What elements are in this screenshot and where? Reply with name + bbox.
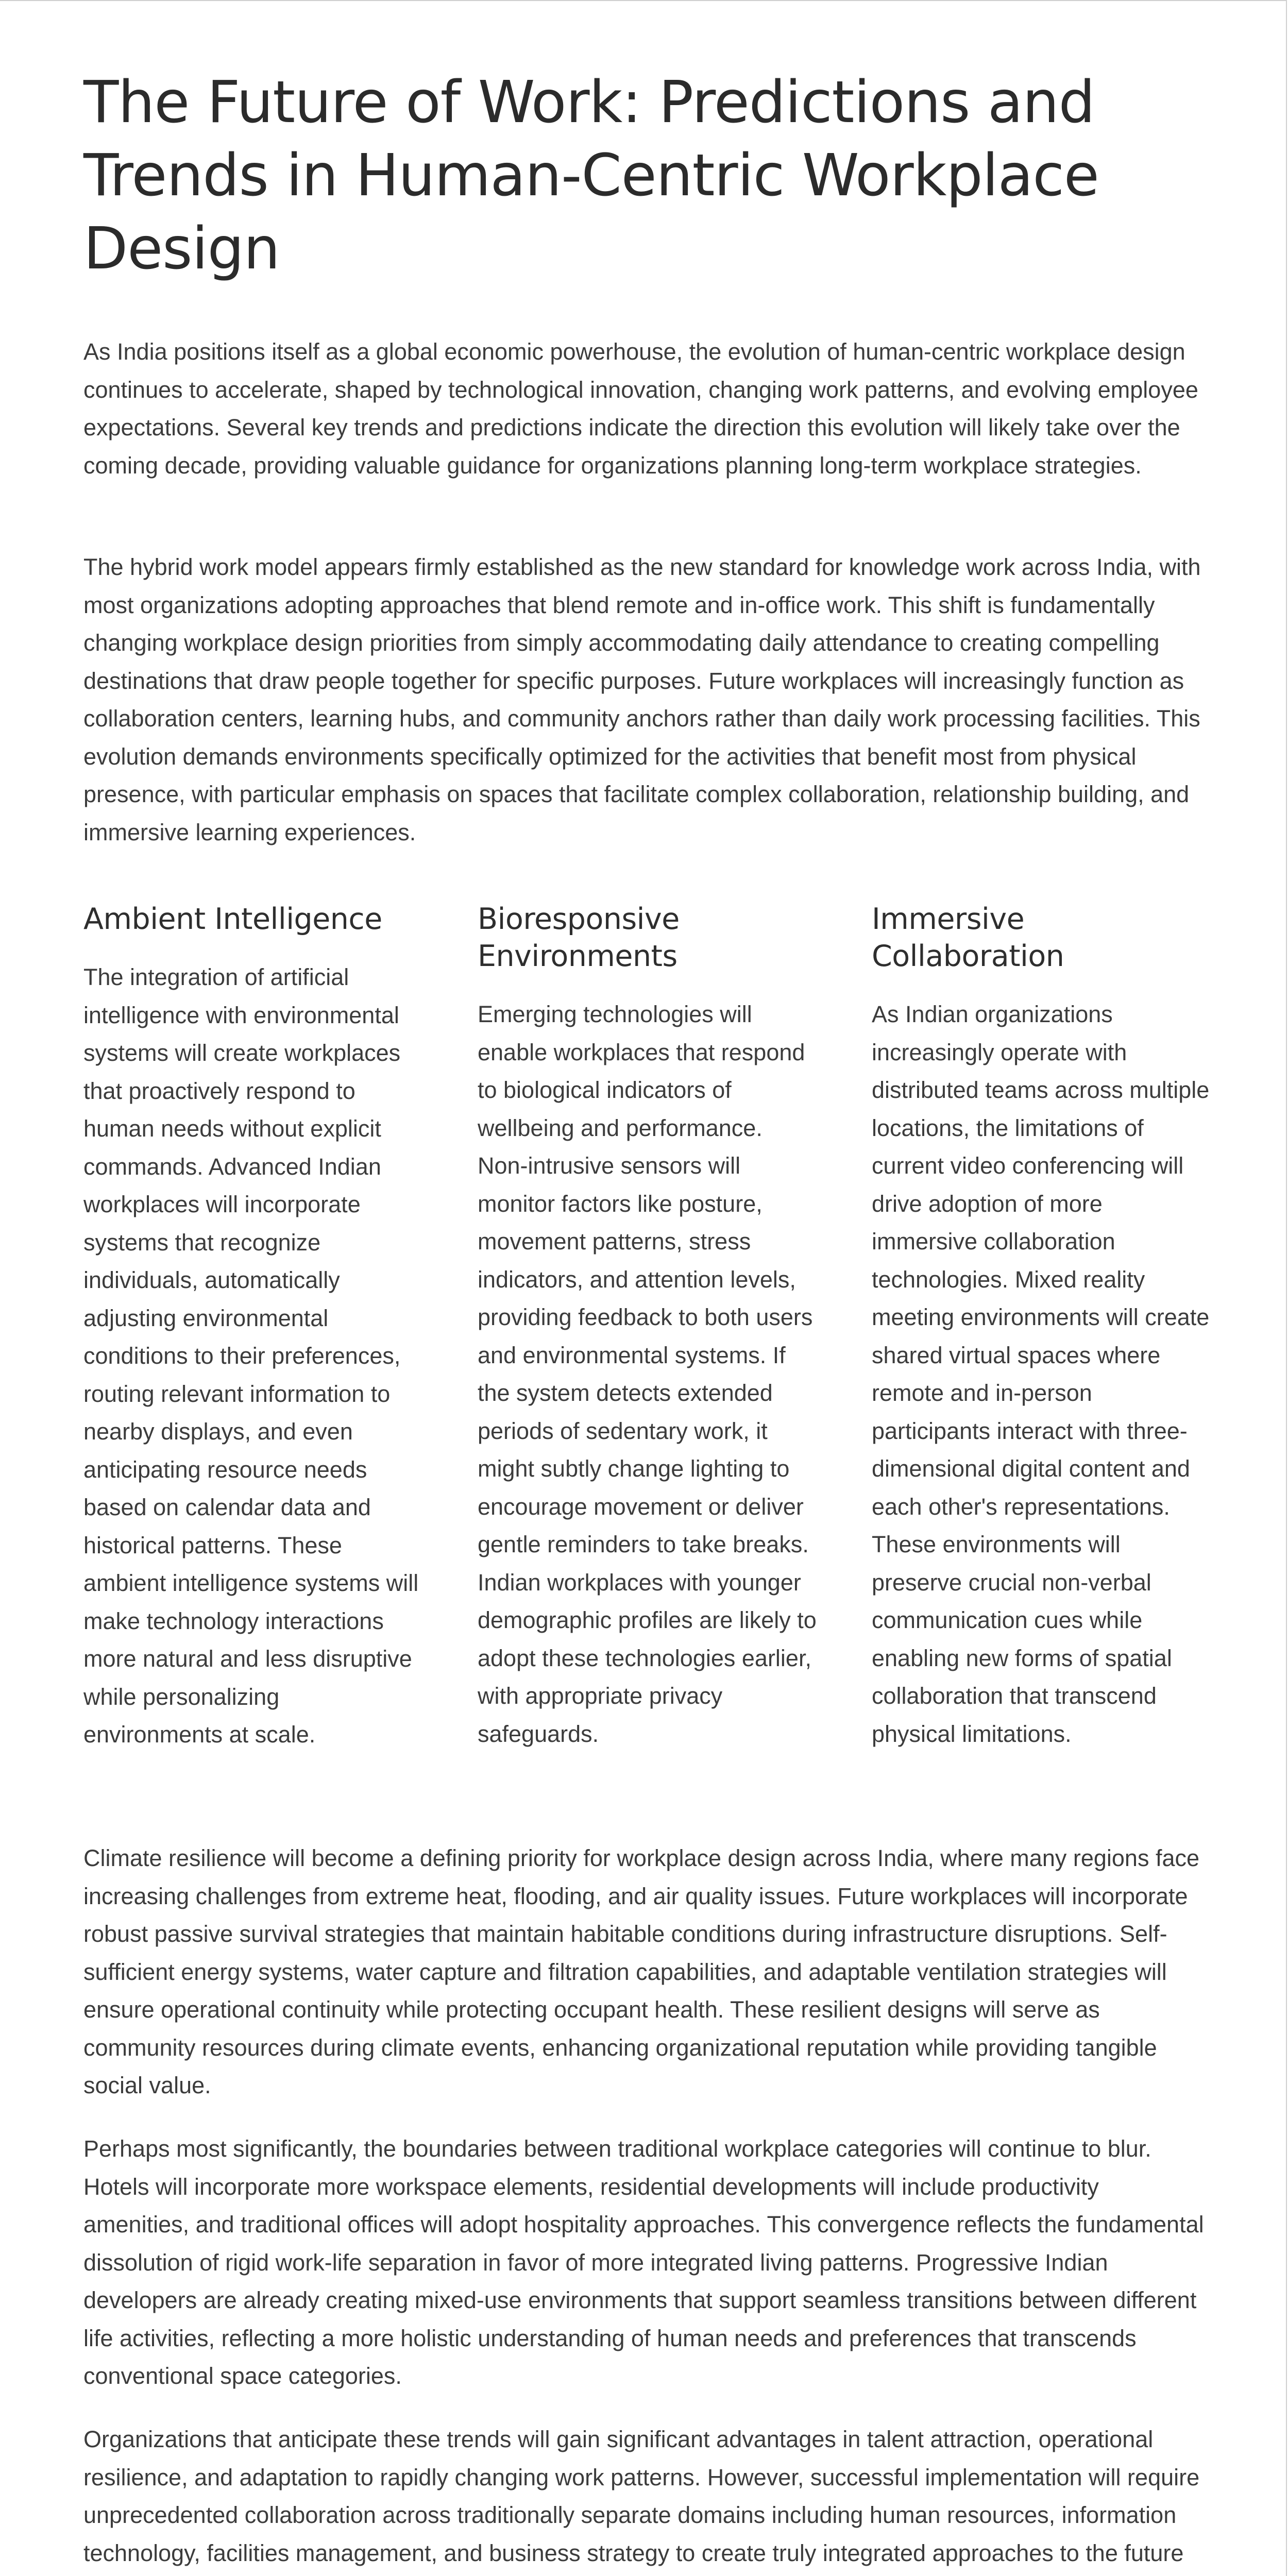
column-text: Emerging technologies will enable workplaces that respond to biological indicators of wellbeing and performance. Non-intrusive sensors will monitor factors like posture, movement patterns, stress indicators, and attention levels, providing feedback to both users and environmental systems. If the system detects extended periods of sedentary work, it might subtly change lighting to encourage movement or deliver gentle reminders to take breaks. Indian workplaces with younger demographic profiles are likely to adopt these technologies earlier, with appropriate privacy safeguards. [478, 1001, 817, 1747]
column-heading: Ambient Intelligence [83, 902, 382, 936]
column-text: The integration of artificial intelligence with environmental systems will create workplaces that proactively respond to human needs without explicit commands. Advanced Indian workplaces will incorporate systems that recognize individuals, automatically adjusting environmental conditions to their preferences, routing relevant information to nearby displays, and even anticipating resource needs based on calendar data and historical patterns. These ambient intelligence systems will make technology interactions more natural and less disruptive while personalizing environments at scale. [83, 964, 419, 1748]
column-immersive-collaboration [872, 901, 1212, 1753]
intro-paragraph-2: The hybrid work model appears firmly established as the new standard for knowledge work across India, with most organizations adopting approaches that blend remote and in-office work. This shift is fundamentally changing workplace design priorities from simply accommodating daily attendance to creating compelling destinations that draw people together for specific purposes. Future workplaces will increasingly function as collaboration centers, learning hubs, and community anchors rather than daily work processing facilities. This evolution demands environments specifically optimized for the activities that benefit most from physical presence, with particular emphasis on spaces that facilitate complex collaboration, relationship building, and immersive learning experiences. [83, 554, 1201, 845]
column-heading: Immersive Collaboration [872, 902, 1064, 973]
column-text: As Indian organizations increasingly operate with distributed teams across multiple locations, the limitations of current video conferencing will drive adoption of more immersive collaboration technologies. Mixed reality meeting environments will create shared virtual spaces where remote and in-person participants interact with three-dimensional digital content and each other's representations. These environments will preserve crucial non-verbal communication cues while enabling new forms of spatial collaboration that transcend physical limitations. [872, 1001, 1210, 1747]
closing-paragraph-3: Organizations that anticipate these trends will gain significant advantages in talent attraction, operational resilience, and adaptation to rapidly changing work patterns. However, successful implementation will require unprecedented collaboration across traditionally separate domains including human resources, information technology, facilities management, and business strategy to create truly integrated approaches to the future [83, 2426, 1200, 2566]
closing-paragraph-2: Perhaps most significantly, the boundaries between traditional workplace categories will continue to blur. Hotels will incorporate more workspace elements, residential developments will include productivity amenities, and traditional offices will adopt hospitality approaches. This convergence reflects the fundamental dissolution of rigid work-life separation in favor of more integrated living patterns. Progressive Indian developers are already creating mixed-use environments that support seamless transitions between different life activities, reflecting a more holistic understanding of human needs and preferences that transcends conventional space categories. [83, 2136, 1204, 2389]
closing-paragraph-1: Climate resilience will become a defining priority for workplace design across India, where many regions face increasing challenges from extreme heat, flooding, and air quality issues. Future workplaces will incorporate robust passive survival strategies that maintain habitable conditions during infrastructure disruptions. Self-sufficient energy systems, water capture and filtration capabilities, and adaptable ventilation strategies will ensure operational continuity while protecting occupant health. These resilient designs will serve as community resources during climate events, enhancing organizational reputation while providing tangible social value. [83, 1845, 1199, 2098]
intro-paragraph-1: As India positions itself as a global economic powerhouse, the evolution of human-centric workplace design continues to accelerate, shaped by technological innovation, changing work patterns, and evolving employee expectations. Several key trends and predictions indicate the direction this evolution will likely take over the coming decade, providing valuable guidance for organizations planning long-term workplace strategies. [83, 338, 1198, 479]
page-title: The Future of Work: Predictions and Trends in Human-Centric Workplace Design [83, 69, 1099, 282]
column-bioresponsive-environments [478, 901, 818, 1753]
column-ambient-intelligence [83, 901, 423, 1754]
column-heading: Bioresponsive Environments [478, 902, 680, 973]
